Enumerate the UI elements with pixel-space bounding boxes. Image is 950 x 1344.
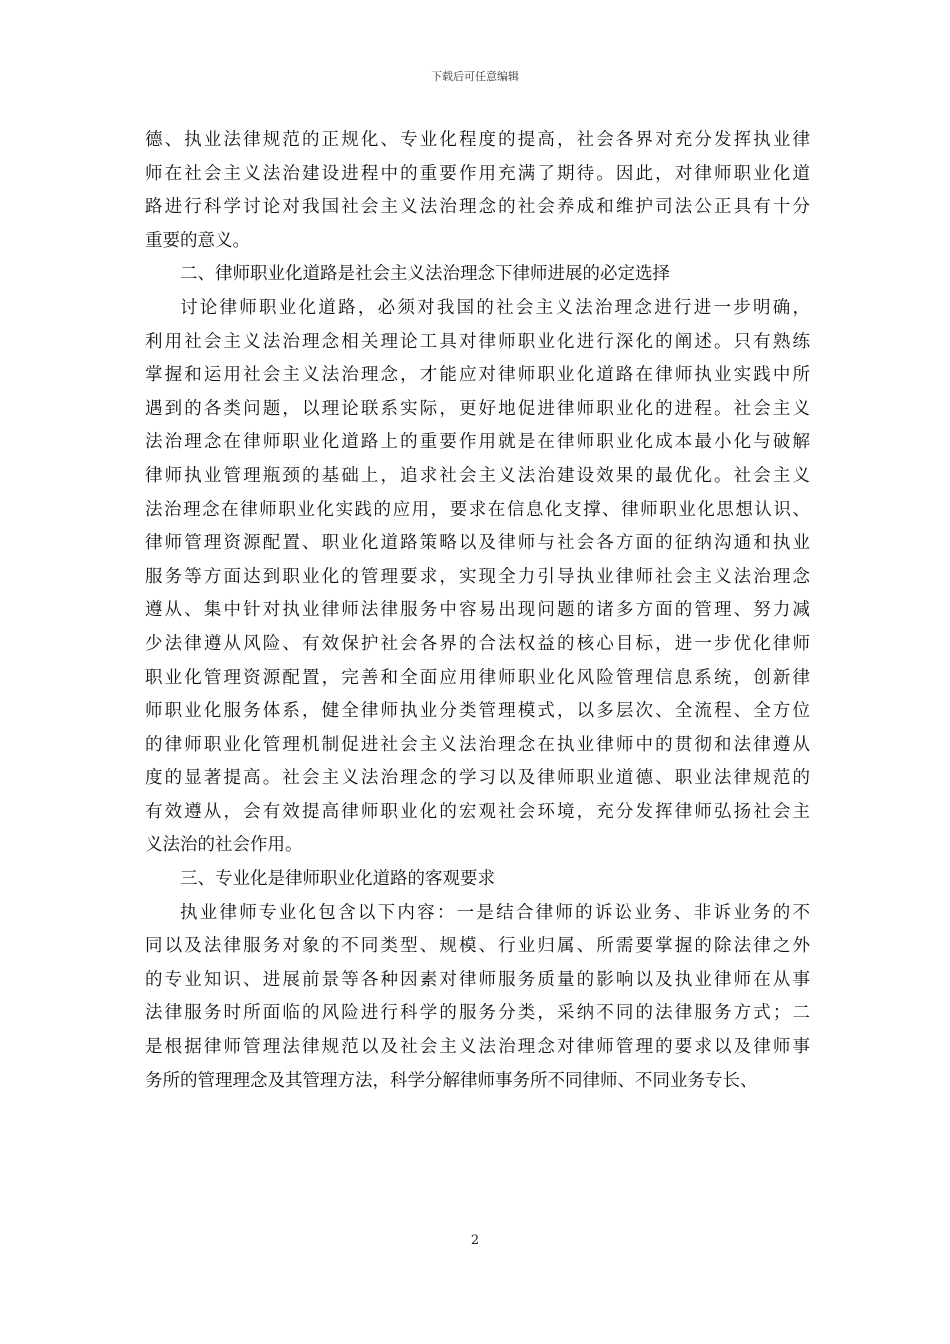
text-line: 执业律师专业化包含以下内容：一是结合律师的诉讼业务、非诉业务的不: [180, 902, 810, 923]
text-line: 重要的意义。: [145, 230, 250, 251]
text-line: 职业化管理资源配置，完善和全面应用律师职业化风险管理信息系统，创新律: [145, 667, 810, 688]
section-heading: [145, 258, 810, 292]
text-line: 讨论律师职业化道路，必须对我国的社会主义法治理念进行进一步明确，: [180, 297, 810, 318]
text-line: 师职业化服务体系，健全律师执业分类管理模式，以多层次、全流程、全方位: [145, 701, 810, 722]
text-line: 服务等方面达到职业化的管理要求，实现全力引导执业律师社会主义法治理念: [145, 566, 810, 587]
paragraph: [145, 292, 810, 863]
text-line: 少法律遵从风险、有效保护社会各界的合法权益的核心目标，进一步优化律师: [145, 633, 810, 654]
text-line: 的专业知识、进展前景等各种因素对律师服务质量的影响以及执业律师在从事: [145, 969, 810, 990]
text-line: 利用社会主义法治理念相关理论工具对律师职业化进行深化的阐述。只有熟练: [145, 331, 810, 352]
paragraph: [145, 897, 810, 1099]
text-line: 务所的管理理念及其管理方法，科学分解律师事务所不同律师、不同业务专长、: [145, 1070, 758, 1091]
page-header: 下载后可任意编辑: [431, 70, 519, 83]
text-line: 律师管理资源配置、职业化道路策略以及律师与社会各方面的征纳沟通和执业: [145, 533, 810, 554]
text-line: 遇到的各类问题，以理论联系实际，更好地促进律师职业化的进程。社会主义: [145, 398, 810, 419]
text-line: 是根据律师管理法律规范以及社会主义法治理念对律师管理的要求以及律师事: [145, 1037, 810, 1058]
text-line: 法治理念在律师职业化道路上的重要作用就是在律师职业化成本最小化与破解: [145, 432, 810, 453]
text-line: 律师执业管理瓶颈的基础上，追求社会主义法治建设效果的最优化。社会主义: [145, 465, 810, 486]
text-line: 的律师职业化管理机制促进社会主义法治理念在执业律师中的贯彻和法律遵从: [145, 734, 810, 755]
text-line: 师在社会主义法治建设进程中的重要作用充满了期待。因此，对律师职业化道: [145, 163, 810, 184]
section-heading: [145, 863, 810, 897]
text-line: 义法治的社会作用。: [145, 835, 303, 856]
text-line: 三、专业化是律师职业化道路的客观要求: [180, 869, 495, 890]
text-line: 德、执业法律规范的正规化、专业化程度的提高，社会各界对充分发挥执业律: [145, 130, 810, 150]
text-line: 度的显著提高。社会主义法治理念的学习以及律师职业道德、职业法律规范的: [145, 768, 810, 789]
text-line: 路进行科学讨论对我国社会主义法治理念的社会养成和维护司法公正具有十分: [145, 197, 810, 218]
text-line: 掌握和运用社会主义法治理念，才能应对律师职业化道路在律师执业实践中所: [145, 365, 810, 386]
text-line: 同以及法律服务对象的不同类型、规模、行业归属、所需要掌握的除法律之外: [145, 936, 810, 957]
text-line: 二、律师职业化道路是社会主义法治理念下律师进展的必定选择: [180, 264, 670, 285]
page-number: 2: [470, 1233, 480, 1248]
text-line: 法治理念在律师职业化实践的应用，要求在信息化支撑、律师职业化思想认识、: [145, 499, 810, 520]
text-line: 法律服务时所面临的风险进行科学的服务分类，采纳不同的法律服务方式；二: [145, 1003, 810, 1024]
document-body: [145, 124, 810, 1098]
paragraph: [145, 124, 810, 258]
text-line: 遵从、集中针对执业律师法律服务中容易出现问题的诸多方面的管理、努力减: [145, 600, 810, 621]
text-line: 有效遵从，会有效提高律师职业化的宏观社会环境，充分发挥律师弘扬社会主: [145, 801, 810, 822]
